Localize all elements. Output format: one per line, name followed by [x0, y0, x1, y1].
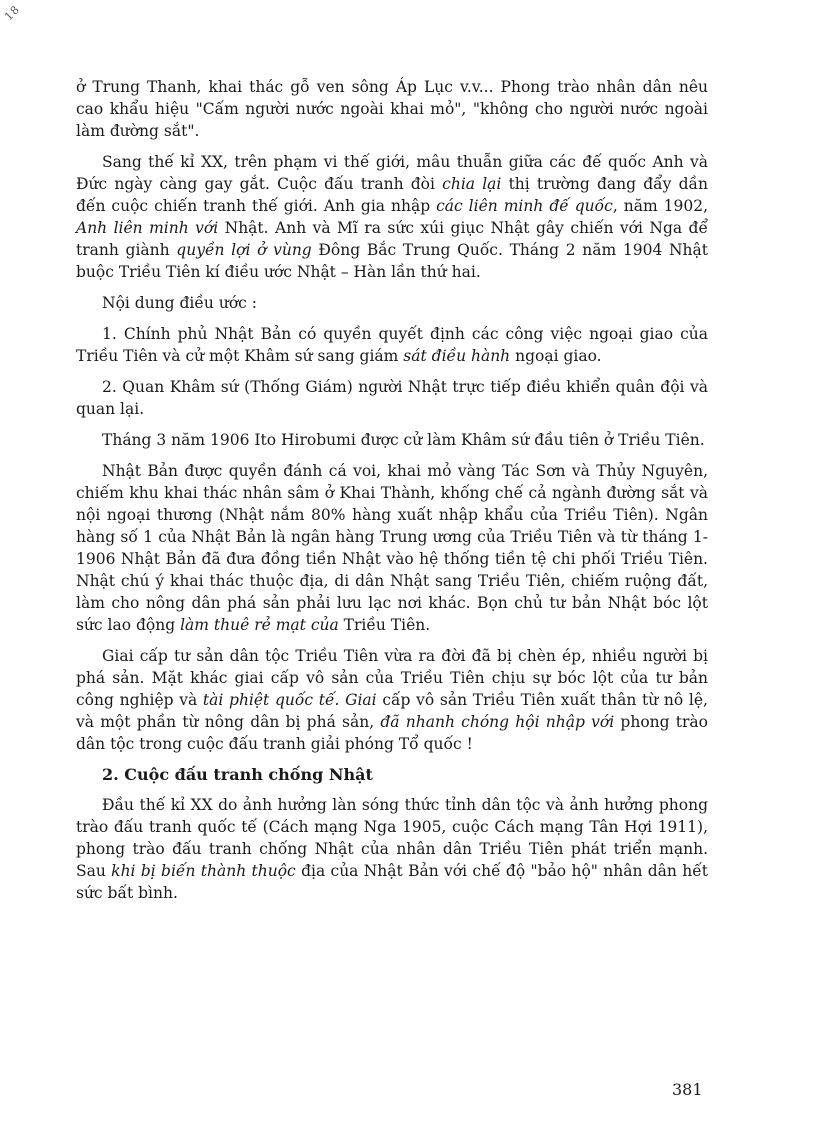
paragraph-8-text-a: Giai cấp tư sản dân tộc Triều Tiên vừa ra đời đã bị chèn ép, nhiều người bị phá sản. Mặt khác giai cấp vô sản của Triều Tiên chịu sự bóc lột của tư bản công nghiệp và: [76, 647, 708, 709]
paragraph-1-text: ở Trung Thanh, khai thác gỗ ven sông Áp Lục v.v... Phong trào nhân dân nêu cao khẩu hiệu "Cấm người nước ngoài khai mỏ", "không cho người nước ngoài làm đường sắt".: [76, 78, 708, 140]
paragraph-2-italic-b: chia lại: [442, 175, 502, 193]
paragraph-4-italic-b: sát điều hành: [403, 347, 511, 365]
paragraph-3-text: Nội dung điều ước :: [102, 294, 257, 312]
paragraph-2-text-g: Nhật. Anh và Mĩ ra sức xúi giục Nhật gây chiến với Nga để tranh giành: [76, 219, 708, 259]
paragraph-8: [76, 645, 708, 755]
paragraph-4-text-c: ngoại giao.: [510, 347, 602, 365]
paragraph-3: [76, 292, 708, 314]
body-text: [76, 76, 708, 913]
paragraph-4-text-a: 1. Chính phủ Nhật Bản có quyền quyết định các công việc ngoại giao của Triều Tiên và cử một Khâm sứ sang giám: [76, 325, 708, 365]
paragraph-8-italic-b: tài phiệt quốc tế. Giai: [202, 691, 377, 709]
paragraph-2-text-e: , năm 1902,: [612, 197, 708, 215]
paragraph-2-italic-h: quyền lợi ở vùng: [176, 241, 312, 259]
paragraph-8-text-c: cấp vô sản Triều Tiên xuất thân từ nô lệ, và một phần từ nông dân bị phá sản,: [76, 691, 708, 731]
paragraph-8-italic-d: đã nhanh chóng hội nhập với: [380, 713, 615, 731]
paragraph-7: [76, 460, 708, 636]
paragraph-9-italic-b: khi bị biến thành thuộc: [111, 862, 296, 880]
paragraph-9-text-a: Đầu thế kỉ XX do ảnh hưởng làn sóng thức tỉnh dân tộc và ảnh hưởng phong trào đấu tranh quốc tế (Cách mạng Nga 1905, cuộc Cách mạng Tân Hợi 1911), phong trào đấu tranh chống Nhật của nhân dân Triều Tiên phát triển mạnh. Sau: [76, 796, 708, 880]
corner-mark: 18: [2, 2, 23, 24]
paragraph-8-text-e: phong trào dân tộc trong cuộc đấu tranh giải phóng Tổ quốc !: [76, 713, 708, 753]
paragraph-2-text-i: Đông Bắc Trung Quốc. Tháng 2 năm 1904 Nhật buộc Triều Tiên kí điều ước Nhật – Hàn lần thứ hai.: [76, 241, 709, 281]
paragraph-2-text-c: thị trường đang đẩy dần đến cuộc chiến tranh thế giới. Anh gia nhập: [76, 175, 708, 215]
paragraph-2-italic-f: Anh liên minh với: [76, 219, 219, 237]
paragraph-5-text: 2. Quan Khâm sứ (Thống Giám) người Nhật trực tiếp điều khiển quân đội và quan lại.: [76, 378, 708, 418]
paragraph-4: [76, 323, 708, 367]
page-number: 381: [672, 1080, 703, 1099]
section-heading: 2. Cuộc đấu tranh chống Nhật: [102, 765, 373, 784]
paragraph-1: [76, 76, 708, 142]
paragraph-9-text-c: địa của Nhật Bản với chế độ "bảo hộ" nhân dân hết sức bất bình.: [76, 862, 708, 902]
paragraph-2: [76, 151, 708, 283]
paragraph-6: [76, 429, 708, 451]
paragraph-6-text: Tháng 3 năm 1906 Ito Hirobumi được cử làm Khâm sứ đầu tiên ở Triều Tiên.: [102, 431, 705, 449]
paragraph-9: [76, 794, 708, 904]
paragraph-2-italic-d: các liên minh đế quốc: [436, 197, 613, 215]
paragraph-7-text-a: Nhật Bản được quyền đánh cá voi, khai mỏ vàng Tác Sơn và Thủy Nguyên, chiếm khu khai thác nhân sâm ở Khai Thành, khống chế cả ngành đường sắt và nội ngoại thương (Nhật nắm 80% hàng xuất nhập khẩu của Triều Tiên). Ngân hàng số 1 của Nhật Bản là ngân hàng Trung ương của Triều Tiên và từ tháng 1-1906 Nhật Bản đã đưa đồng tiền Nhật vào hệ thống tiền tệ chi phối Triều Tiên. Nhật chú ý khai thác thuộc địa, di dân Nhật sang Triều Tiên, chiếm ruộng đất, làm cho nông dân phá sản phải lưu lạc nơi khác. Bọn chủ tư bản Nhật bóc lột sức lao động: [76, 462, 708, 634]
paragraph-7-italic-b: làm thuê rẻ mạt của: [180, 616, 339, 634]
paragraph-5: [76, 376, 708, 420]
paragraph-2-text-a: Sang thế kỉ XX, trên phạm vi thế giới, mâu thuẫn giữa các đế quốc Anh và Đức ngày càng gay gắt. Cuộc đấu tranh đòi: [76, 153, 708, 193]
paragraph-7-text-c: Triều Tiên.: [338, 616, 431, 634]
